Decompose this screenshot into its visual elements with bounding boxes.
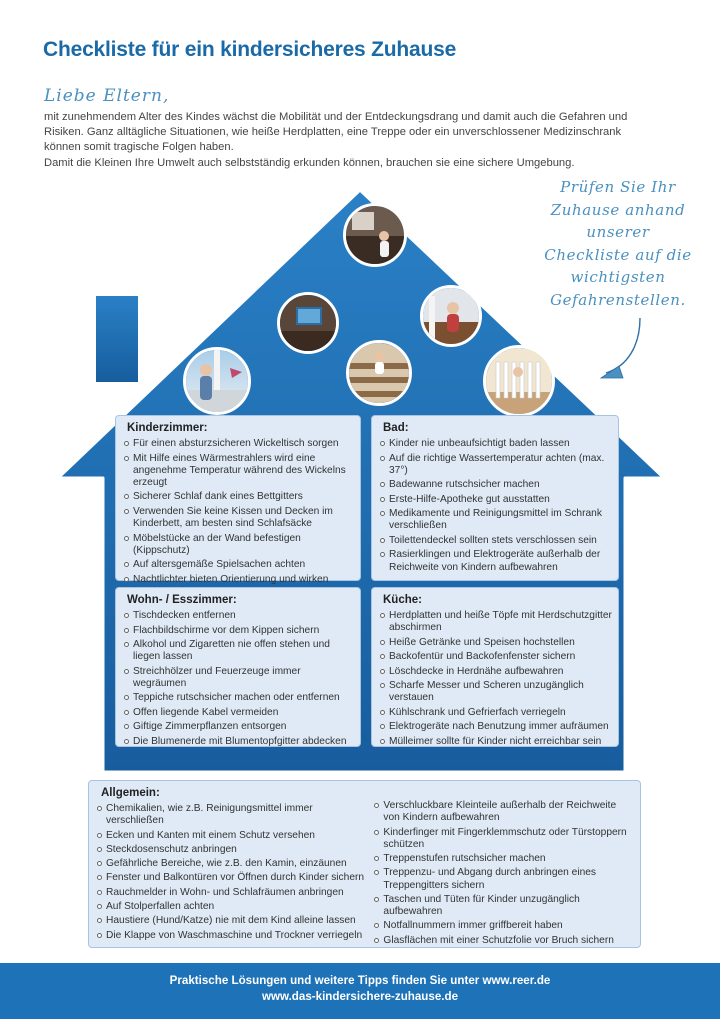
checklist-left <box>97 803 364 949</box>
checklist-item: Verwenden Sie keine Kissen und Decken im Kinderbett, am besten sind Schlafsäcke <box>124 506 354 530</box>
footer <box>0 963 720 1019</box>
greeting: Liebe Eltern, <box>44 86 170 106</box>
card-title: Küche: <box>383 594 422 606</box>
footer-line-1: Praktische Lösungen und weitere Tipps finden Sie unter www.reer.de <box>169 974 551 987</box>
checklist-item: Mit Hilfe eines Wärmestrahlers wird eine angenehme Temperatur während des Wickelns erzeugt <box>124 453 354 490</box>
page-title: Checkliste für ein kindersicheres Zuhause <box>43 38 457 61</box>
callout-line: unserer <box>586 223 650 241</box>
checklist <box>124 610 354 748</box>
card-title: Bad: <box>383 422 409 434</box>
photo-tv-room <box>277 292 339 354</box>
card-kueche <box>371 587 619 747</box>
photo-stairs <box>346 340 412 406</box>
checklist-item: Ecken und Kanten mit einem Schutz versehen <box>97 830 364 842</box>
checklist-item: Giftige Zimmerpflanzen entsorgen <box>124 721 354 733</box>
checklist-item: Badewanne rutschsicher machen <box>380 479 612 491</box>
checklist-item: Möbelstücke an der Wand befestigen (Kippschutz) <box>124 533 354 557</box>
checklist-item: Kinderfinger mit Fingerklemmschutz oder Türstoppern schützen <box>374 827 632 851</box>
card-kinderzimmer <box>115 415 361 585</box>
card-allgemein <box>88 780 641 948</box>
checklist-item: Auf altersgemäße Spielsachen achten <box>124 559 354 571</box>
checklist-item: Flachbildschirme vor dem Kippen sichern <box>124 625 354 637</box>
checklist-item: Alkohol und Zigaretten nie offen stehen und liegen lassen <box>124 639 354 663</box>
checklist-item: Fenster und Balkontüren vor Öffnen durch Kinder sichern <box>97 872 364 884</box>
checklist-item: Steckdosenschutz anbringen <box>97 844 364 856</box>
checklist-item: Streichhölzer und Feuerzeuge immer wegräumen <box>124 666 354 690</box>
checklist-item: Nachtlichter bieten Orientierung und wirken <box>124 574 354 598</box>
card-title: Allgemein: <box>101 787 160 799</box>
callout-line: Checkliste auf die <box>544 245 692 264</box>
checklist-item: Treppenstufen rutschsicher machen <box>374 853 632 865</box>
photo-child-at-window <box>183 347 251 415</box>
intro-paragraph-1: mit zunehmendem Alter des Kindes wächst die Mobilität und der Entdeckungsdrang und damit auch die Gefahren und Risiken. Ganz alltägliche Situationen, wie heiße Herdplatten, eine Treppe oder ein unverschlossener Medizinschrank können somit tragische Folgen haben. <box>44 111 628 154</box>
checklist-item: Rauchmelder in Wohn- und Schlafräumen anbringen <box>97 887 364 899</box>
checklist-item: Kühlschrank und Gefrierfach verriegeln <box>380 707 612 719</box>
checklist <box>380 610 612 748</box>
checklist-item: Erste-Hilfe-Apotheke gut ausstatten <box>380 494 612 506</box>
checklist-right <box>374 800 632 949</box>
checklist-item: Für einen absturzsicheren Wickeltisch sorgen <box>124 438 354 450</box>
callout-line: Prüfen Sie Ihr <box>560 178 676 196</box>
checklist-item: Offen liegende Kabel vermeiden <box>124 707 354 719</box>
callout-line: Zuhause anhand <box>550 200 686 219</box>
card-title: Wohn- / Esszimmer: <box>127 594 237 606</box>
checklist-item: Glasflächen mit einer Schutzfolie vor Bruch sichern <box>374 935 632 947</box>
checklist-item: Scharfe Messer und Scheren unzugänglich verstauen <box>380 680 612 704</box>
checklist-item: Auf die richtige Wassertemperatur achten (max. 37°) <box>380 453 612 477</box>
callout-arrowhead <box>601 366 623 378</box>
checklist-item: Chemikalien, wie z.B. Reinigungsmittel immer verschließen <box>97 803 364 827</box>
callout-text <box>528 176 708 311</box>
checklist-item: Löschdecke in Herdnähe aufbewahren <box>380 666 612 678</box>
callout-line: Gefahrenstellen. <box>550 290 686 309</box>
checklist-item: Auf Stolperfallen achten <box>97 901 364 913</box>
checklist-item: Haustiere (Hund/Katze) nie mit dem Kind alleine lassen <box>97 915 364 927</box>
callout-line: wichtigsten <box>570 268 666 286</box>
checklist-item: Herdplatten und heiße Töpfe mit Herdschutzgitter abschirmen <box>380 610 612 634</box>
checklist-item: Die Klappe von Waschmaschine und Trockner verriegeln <box>97 930 364 942</box>
intro-paragraph-2: Damit die Kleinen Ihre Umwelt auch selbstständig erkunden können, brauchen sie eine sichere Umgebung. <box>44 156 575 169</box>
photo-child-on-stairs-gate <box>420 285 482 347</box>
chimney <box>96 296 138 382</box>
checklist-item: Backofentür und Backofenfenster sichern <box>380 651 612 663</box>
checklist-item: Tischdecken entfernen <box>124 610 354 622</box>
footer-website-link[interactable]: www.das-kindersichere-zuhause.de <box>261 990 459 1003</box>
checklist <box>124 438 354 598</box>
callout-arrow <box>606 318 640 373</box>
checklist-item: Medikamente und Reinigungsmittel im Schrank verschließen <box>380 508 612 532</box>
checklist-item: Notfallnummern immer griffbereit haben <box>374 920 632 932</box>
card-bad <box>371 415 619 581</box>
checklist-item: Kinder nie unbeaufsichtigt baden lassen <box>380 438 612 450</box>
checklist-item: Toilettendeckel sollten stets verschlossen sein <box>380 535 612 547</box>
checklist-item: Mülleimer sollte für Kinder nicht erreichbar sein <box>380 736 612 748</box>
checklist-item: Sicherer Schlaf dank eines Bettgitters <box>124 491 354 503</box>
photo-child-at-cabinet <box>343 203 407 267</box>
checklist <box>380 438 612 574</box>
card-title: Kinderzimmer: <box>127 422 208 434</box>
checklist-item: Rasierklingen und Elektrogeräte außerhalb der Reichweite von Kindern aufbewahren <box>380 549 612 573</box>
photo-safety-gate <box>483 345 555 417</box>
checklist-item: Teppiche rutschsicher machen oder entfernen <box>124 692 354 704</box>
checklist-item: Taschen und Tüten für Kinder unzugänglich aufbewahren <box>374 894 632 918</box>
checklist-item: Heiße Getränke und Speisen hochstellen <box>380 637 612 649</box>
checklist-item: Treppenzu- und Abgang durch anbringen eines Treppengitters sichern <box>374 867 632 891</box>
checklist-item: Elektrogeräte nach Benutzung immer aufräumen <box>380 721 612 733</box>
checklist-columns <box>97 800 632 949</box>
checklist-item: Gefährliche Bereiche, wie z.B. den Kamin, einzäunen <box>97 858 364 870</box>
checklist-item: Die Blumenerde mit Blumentopfgitter abdecken <box>124 736 354 748</box>
checklist-item: Verschluckbare Kleinteile außerhalb der Reichweite von Kindern aufbewahren <box>374 800 632 824</box>
card-wohnzimmer <box>115 587 361 747</box>
